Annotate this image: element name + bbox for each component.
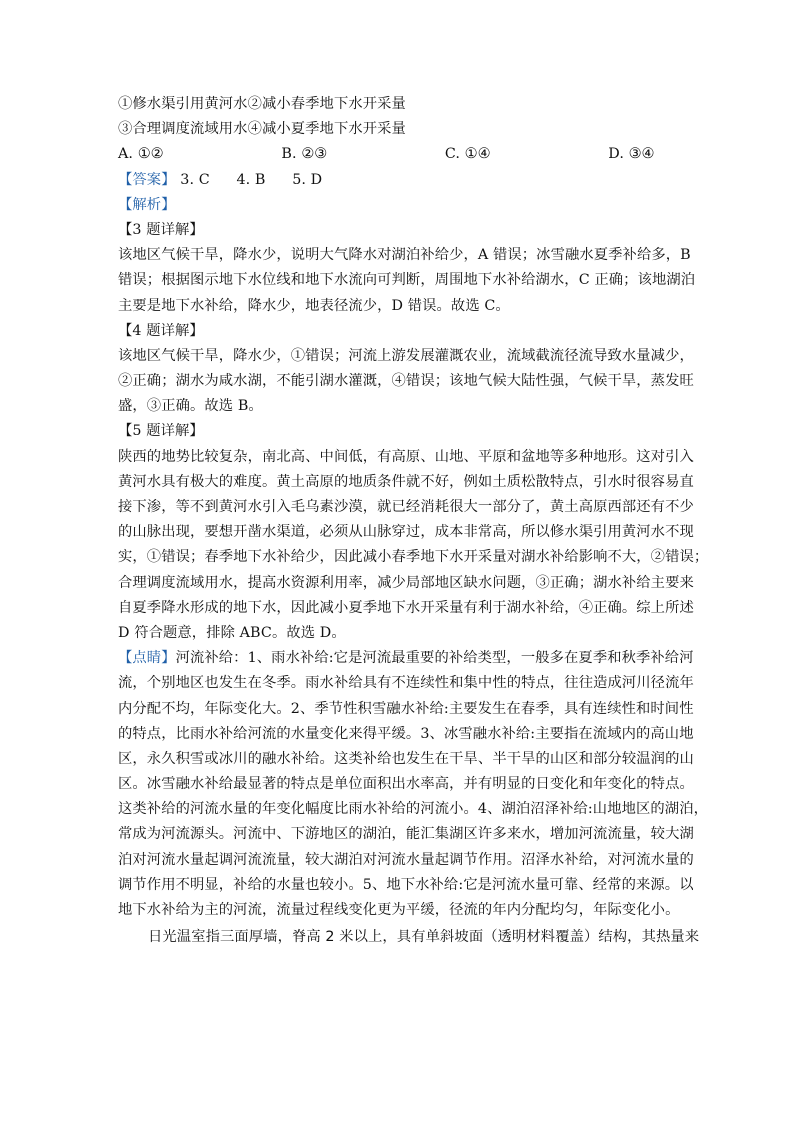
answer-5: 5. D: [292, 171, 323, 188]
q5-heading: 【5 题详解】: [118, 423, 204, 440]
q5-line: 陕西的地势比较复杂，南北高、中间低，有高原、山地、平原和盆地等多种地形。这对引入: [118, 448, 694, 465]
q3-line: 该地区气候干旱，降水少，说明大气降水对湖泊补给少，A 错误；冰雪融水夏季补给多，B: [118, 247, 691, 264]
tips-line: 这类补给的河流水量的年变化幅度比雨水补给的河流小。4、湖泊沼泽补给:山地地区的湖泊，: [118, 801, 708, 818]
q4-line: ②正确；湖水为咸水湖，不能引湖水灌溉，④错误；该地气候大陆性强，气候干旱，蒸发旺: [118, 373, 694, 390]
tips-line: 内分配不均，年际变化大。2、季节性积雪融水补给:主要发生在春季，具有连续性和时间性: [118, 700, 694, 717]
q5-line: 接下渗，等不到黄河水引入毛乌素沙漠，就已经消耗很大一部分了，黄土高原西部还有不少: [118, 499, 694, 515]
q3-line: 错误；根据图示地下水位线和地下水流向可判断，周围地下水补给湖水，C 正确；该地湖泊: [118, 272, 696, 289]
q4-line: 该地区气候干旱，降水少，①错误；河流上游发展灌溉农业，流域截流径流导致水量减少，: [118, 347, 694, 364]
answer-tag: 【答案】: [118, 171, 176, 188]
next-question-paragraph: 日光温室指三面厚墙，脊高 2 米以上，具有单斜坡面（透明材料覆盖）结构，其热量来: [148, 929, 700, 946]
tips-text: 河流补给：1、雨水补给:它是河流最重要的补给类型，一般多在夏季和秋季补给河: [175, 650, 694, 667]
q4-line: 盛，③正确。故选 B。: [118, 398, 263, 415]
q5-line: 的山脉出现，要想开凿水渠道，必须从山脉穿过，成本非常高，所以修水渠引用黄河水不现: [118, 524, 694, 541]
q5-line: 合理调度流域用水，提高水资源利用率，减少局部地区缺水问题，③正确；湖水补给主要来: [118, 574, 694, 591]
choice-a: A. ①②: [118, 146, 164, 163]
answer-3: 3. C: [180, 171, 210, 188]
option-line-1: ①修水渠引用黄河水②减小春季地下水开采量: [118, 96, 406, 112]
q5-line: 实，①错误；春季地下水补给少，因此减小春季地下水开采量对湖水补给影响不大，②错误；: [118, 549, 709, 566]
tips-tag: 【点睛】: [118, 650, 176, 667]
option-line-2: ③合理调度流域用水④减小夏季地下水开采量: [118, 121, 406, 138]
analysis-tag: 【解析】: [118, 196, 176, 213]
q4-heading: 【4 题详解】: [118, 322, 204, 339]
q5-line: 黄河水具有极大的难度。黄土高原的地质条件就不好，例如土质松散特点，引水时很容易直: [118, 473, 694, 490]
tips-line: 的特点，比雨水补给河流的水量变化来得平缓。3、冰雪融水补给:主要指在流域内的高山地: [118, 725, 694, 742]
tips-line: 调节作用不明显，补给的水量也较小。5、地下水补给:它是河流水量可靠、经常的来源。以: [118, 876, 694, 893]
choice-b: B. ②③: [281, 146, 328, 163]
choices-row: [118, 142, 688, 167]
tips-line: 地下水补给为主的河流，流量过程线变化更为平缓，径流的年内分配均匀，年际变化小。: [118, 902, 680, 918]
tips-line: 泊对河流水量起调河流流量，较大湖泊对河流水量起调节作用。沼泽水补给，对河流水量的: [118, 851, 694, 868]
tips-line: 区，永久积雪或冰川的融水补给。这类补给也发生在干旱、半干旱的山区和部分较温润的山: [118, 750, 694, 767]
answer-line: [118, 168, 688, 193]
tips-line: 区。冰雪融水补给最显著的特点是单位面积出水率高，并有明显的日变化和年变化的特点。: [118, 776, 694, 793]
answer-4: 4. B: [236, 171, 266, 188]
q3-line: 主要是地下水补给，降水少，地表径流少，D 错误。故选 C。: [118, 297, 510, 314]
q3-heading: 【3 题详解】: [118, 221, 204, 238]
tips-line: 常成为河流源头。河流中、下游地区的湖泊，能汇集湖区许多来水，增加河流流量，较大湖: [118, 826, 694, 843]
document-content: [118, 92, 709, 950]
q5-line: D 符合题意，排除 ABC。故选 D。: [118, 624, 346, 641]
q5-line: 自夏季降水形成的地下水，因此减小夏季地下水开采量有利于湖水补给，④正确。综上所述: [118, 599, 694, 616]
choice-d: D. ③④: [608, 146, 655, 163]
tips-first-line: [118, 646, 694, 671]
tips-line: 流，个别地区也发生在冬季。雨水补给具有不连续性和集中性的特点，往往造成河川径流年: [118, 675, 694, 692]
choice-c: C. ①④: [444, 146, 491, 163]
